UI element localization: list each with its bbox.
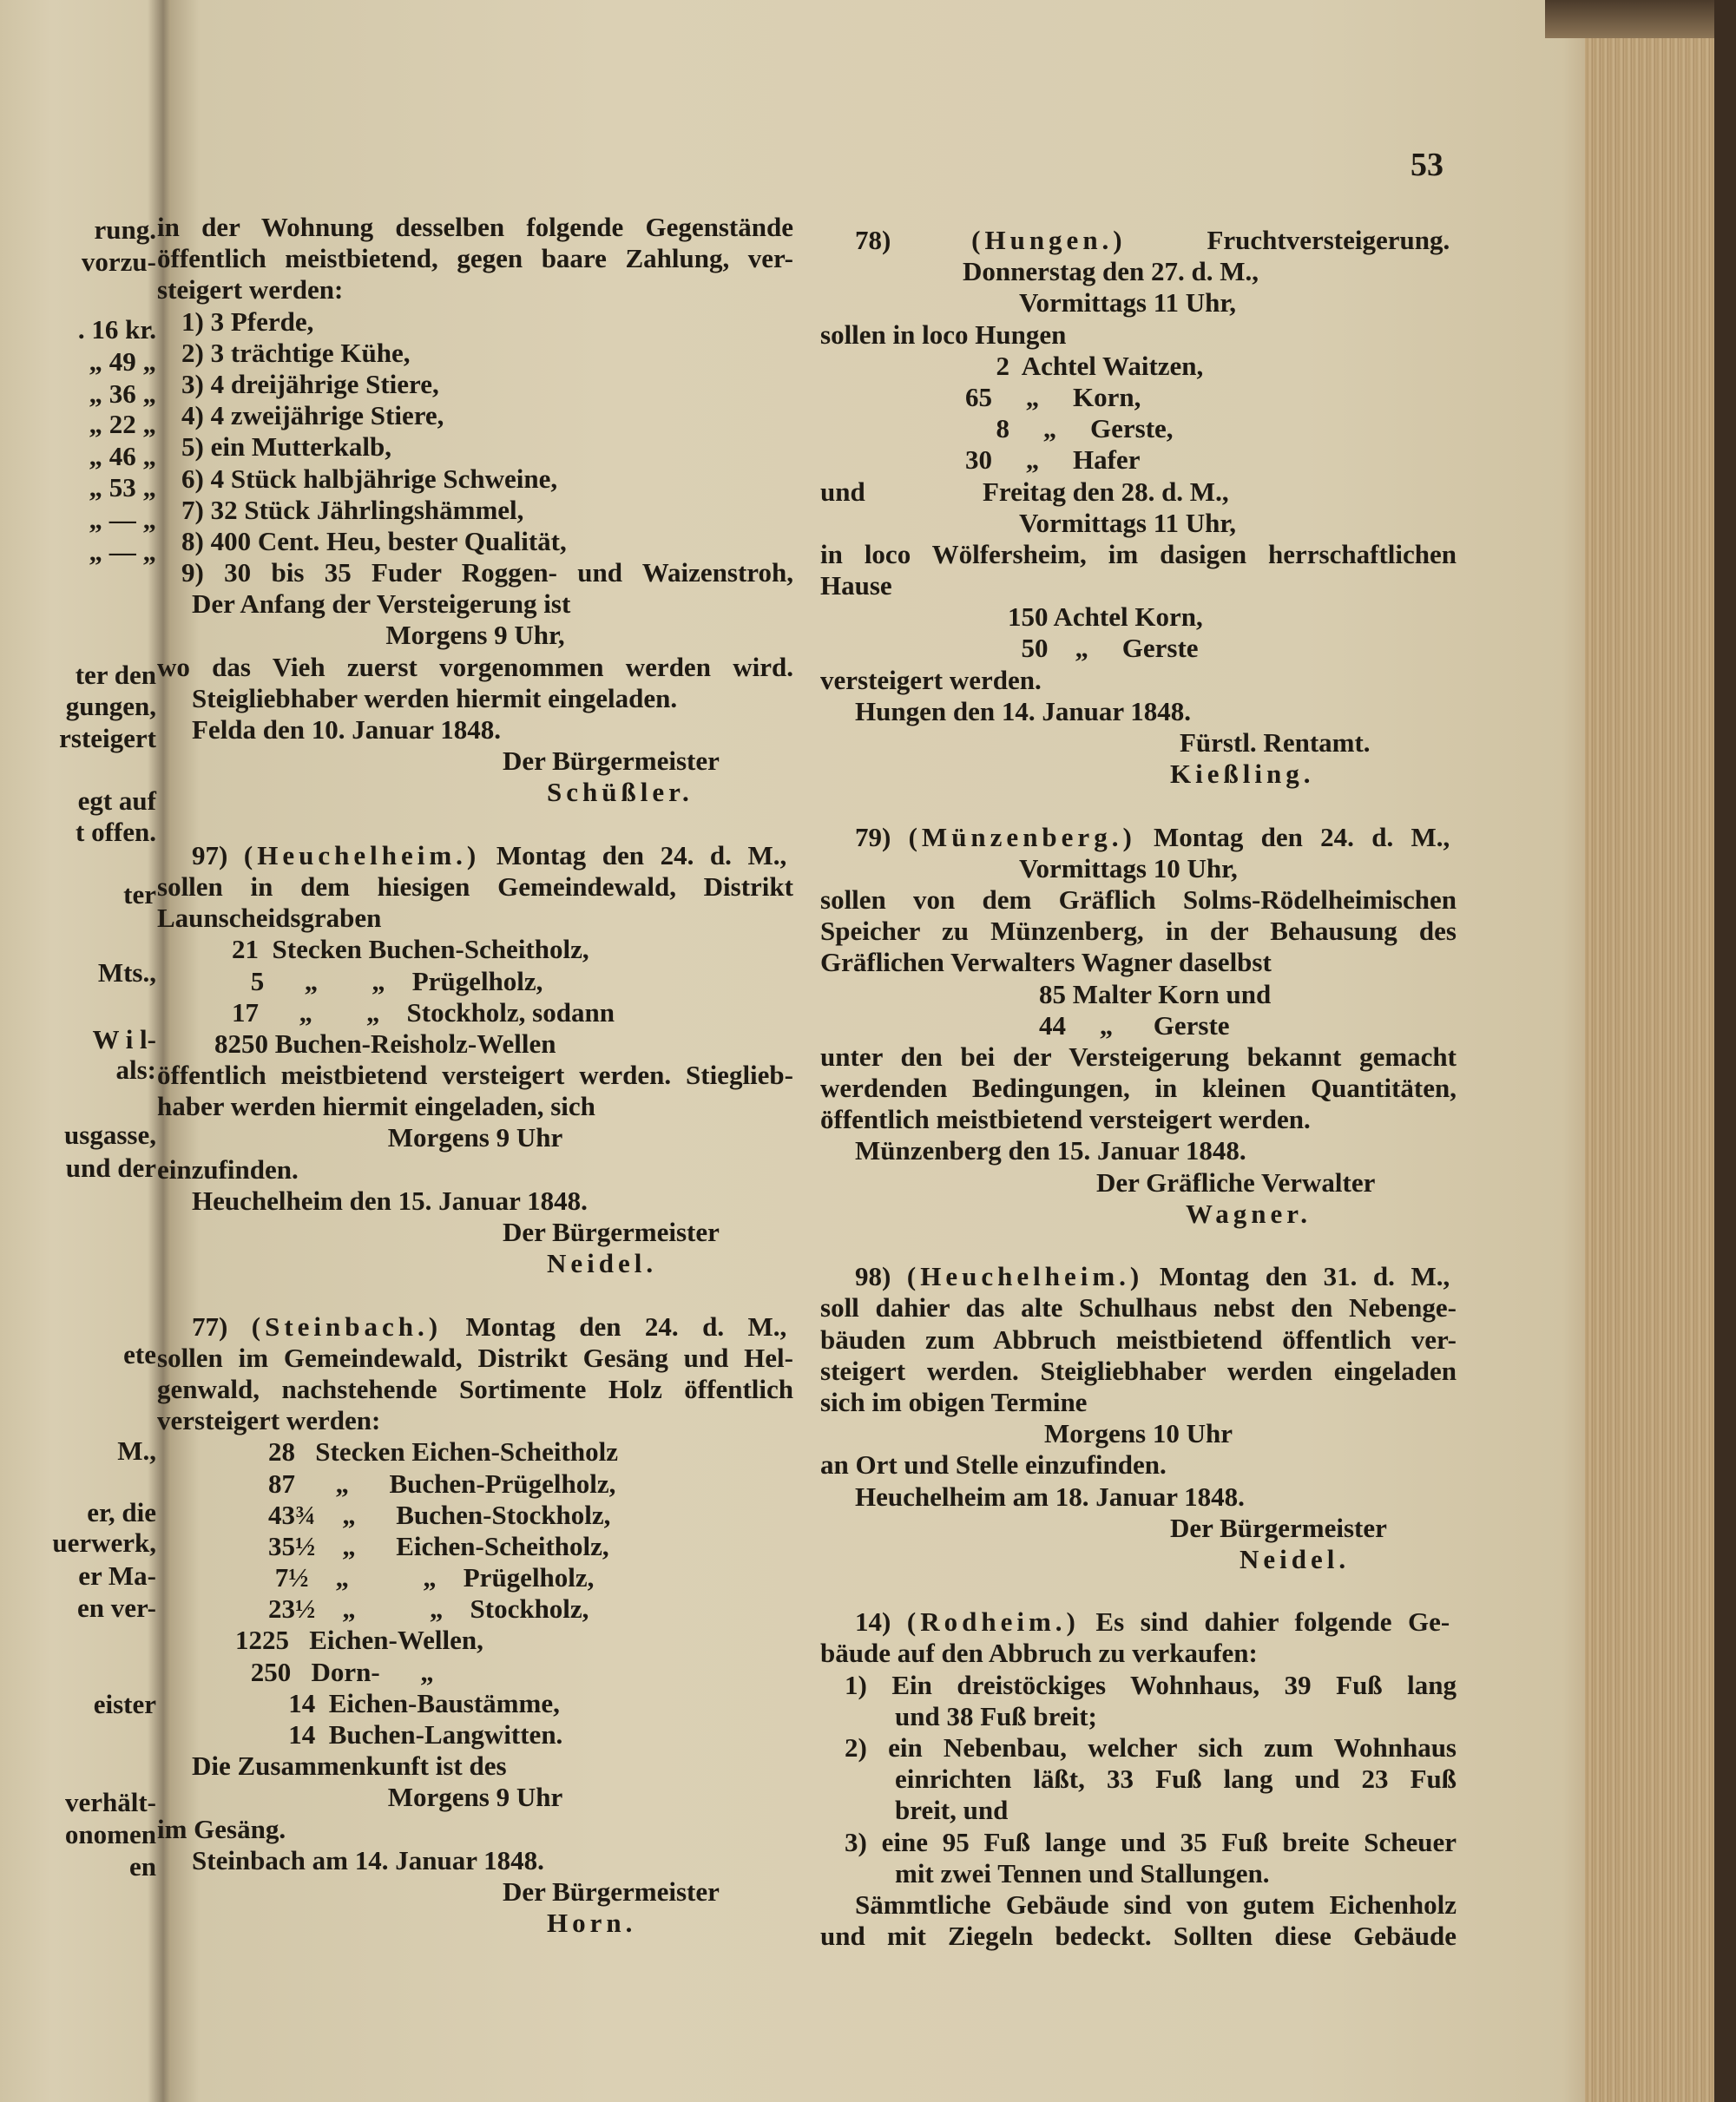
text-line: 23½ „ „ Stockholz,	[268, 1593, 589, 1625]
text-line: Felda den 10. Januar 1848.	[192, 714, 501, 745]
text-line: Sämmtliche Gebäude sind von gutem Eichenholz	[855, 1889, 1457, 1920]
text-line: 8 „ Gerste,	[983, 413, 1174, 444]
fragment-line: rung.	[94, 214, 156, 245]
text-line: 1) Ein dreistöckiges Wohnhaus, 39 Fuß lang	[845, 1669, 1457, 1700]
page-number: 53	[1410, 147, 1443, 183]
entry-heading	[820, 822, 1457, 853]
text-line: bäuden zum Abbruch meistbietend öffentlich ver-	[820, 1324, 1457, 1355]
text-line: mit zwei Tennen und Stallungen.	[895, 1857, 1270, 1889]
entry-number: 98)	[855, 1261, 891, 1292]
text-line: 250 Dorn- „	[244, 1656, 434, 1687]
text-line: 2) 3 trächtige Kühe,	[181, 337, 411, 368]
entry-number: 79)	[855, 821, 891, 852]
fragment-line: uerwerk,	[52, 1527, 156, 1558]
text-line: 85 Malter Korn und	[1039, 978, 1272, 1009]
entry-heading-text: Es sind dahier folgende Ge-	[1095, 1606, 1450, 1638]
fragment-line: ete	[123, 1339, 156, 1370]
text-line: Der Bürgermeister	[503, 1217, 720, 1247]
text-line: Der Bürgermeister	[1170, 1512, 1387, 1543]
text-line: 14 Buchen-Langwitten.	[268, 1719, 563, 1750]
entry-heading	[820, 225, 1457, 256]
text-line: versteigert werden:	[157, 1405, 381, 1436]
notice-block	[157, 212, 793, 809]
text-line: 1) 3 Pferde,	[181, 305, 314, 337]
text-line: sollen in loco Hungen	[820, 319, 1067, 350]
text-line: 5 „ „ Prügelholz,	[244, 965, 543, 996]
text-line: 65 „ Korn,	[965, 381, 1141, 412]
fragment-line: er Ma-	[78, 1560, 156, 1591]
text-line: Steigliebhaber werden hiermit eingeladen.	[192, 682, 678, 713]
entry-heading-text: Montag den 24. d. M.,	[1154, 821, 1450, 852]
text-line: Münzenberg den 15. Januar 1848.	[855, 1135, 1246, 1166]
entry-place: (Hungen.)	[971, 225, 1127, 255]
fragment-line: . 16 kr.	[77, 314, 156, 345]
text-line: 6) 4 Stück halbjährige Schweine,	[181, 463, 558, 494]
text-line: sich im obigen Termine	[820, 1386, 1088, 1417]
entry-heading	[157, 1311, 793, 1343]
text-line: 9) 30 bis 35 Fuder Roggen- und Waizenstroh,	[181, 557, 793, 588]
entry-number: 14)	[855, 1606, 891, 1638]
fragment-line: egt auf	[77, 785, 156, 816]
fragment-line: er, die	[87, 1497, 156, 1527]
text-line: 30 „ Hafer	[965, 444, 1141, 476]
text-line: Freitag den 28. d. M.,	[983, 476, 1229, 507]
text-line: 50 „ Gerste	[1008, 633, 1199, 664]
text-line: Morgens 9 Uhr	[387, 1782, 563, 1813]
text-line: Donnerstag den 27. d. M.,	[963, 256, 1259, 287]
fragment-line: „ 53 „	[89, 472, 156, 503]
entry-heading	[820, 1261, 1457, 1292]
text-line: öffentlich meistbietend, gegen baare Zahlung, ver-	[157, 243, 793, 274]
text-line: Morgens 10 Uhr	[1044, 1418, 1233, 1449]
fragment-line: „ 49 „	[89, 346, 156, 377]
text-line: 2 Achtel Waitzen,	[983, 350, 1204, 381]
text-line: 7) 32 Stück Jährlingshämmel,	[181, 494, 524, 525]
text-line: 3) eine 95 Fuß lange und 35 Fuß breite Scheuer	[845, 1826, 1457, 1857]
text-line: Kießling.	[1170, 759, 1315, 790]
text-line: 43¾ „ Buchen-Stockholz,	[268, 1499, 611, 1530]
fragment-line: „ 36 „	[89, 378, 156, 409]
text-line: 4) 4 zweijährige Stiere,	[181, 400, 444, 431]
text-line: im Gesäng.	[157, 1813, 286, 1844]
text-line: Fürstl. Rentamt.	[1180, 727, 1371, 758]
text-line: unter den bei der Versteigerung bekannt gemacht	[820, 1041, 1457, 1072]
text-line: Vormittags 11 Uhr,	[1019, 287, 1237, 319]
entry-heading	[157, 840, 793, 871]
text-line: Heuchelheim am 18. Januar 1848.	[855, 1481, 1245, 1512]
fragment-line: ter	[123, 879, 156, 910]
text-line: 14 Eichen-Baustämme,	[268, 1687, 560, 1718]
text-line: Der Anfang der Versteigerung ist	[192, 588, 571, 620]
book-cover-shadow	[1545, 0, 1736, 38]
text-line: Wagner.	[1186, 1198, 1312, 1229]
text-line: sollen im Gemeindewald, Distrikt Gesäng und Hel-	[157, 1342, 793, 1373]
text-line: genwald, nachstehende Sortimente Holz öffentlich	[157, 1373, 793, 1404]
fragment-line: onomen	[64, 1819, 156, 1849]
text-line: Hause	[820, 570, 892, 601]
text-line: 1225 Eichen-Wellen,	[235, 1625, 483, 1656]
text-line: 17 „ „ Stockholz, sodann	[232, 996, 615, 1028]
text-line: versteigert werden.	[820, 664, 1042, 695]
text-line: Speicher zu Münzenberg, in der Behausung des	[820, 916, 1457, 947]
text-line: an Ort und Stelle einzufinden.	[820, 1449, 1167, 1481]
text-line: und 38 Fuß breit;	[895, 1700, 1097, 1731]
text-line: Hungen den 14. Januar 1848.	[855, 695, 1192, 726]
text-line: Morgens 9 Uhr,	[385, 620, 565, 651]
text-line: 2) ein Nebenbau, welcher sich zum Wohnhaus	[845, 1732, 1457, 1763]
text-line: einrichten läßt, 33 Fuß lang und 23 Fuß	[895, 1764, 1457, 1795]
text-line: öffentlich meistbietend versteigert werden. Stieglieb-	[157, 1060, 793, 1091]
right-column	[820, 225, 1457, 1984]
entry-place: (Steinbach.)	[251, 1310, 443, 1342]
fragment-line: M.,	[117, 1435, 156, 1466]
text-line: 3) 4 dreijährige Stiere,	[181, 368, 439, 399]
notice-block	[157, 840, 793, 1280]
text-line: 150 Achtel Korn,	[1008, 601, 1203, 633]
entry-place: (Münzenberg.)	[908, 821, 1136, 852]
text-line: Der Bürgermeister	[503, 746, 720, 777]
fragment-line: eister	[93, 1689, 156, 1719]
text-line: Die Zusammenkunft ist des	[192, 1751, 507, 1782]
text-line: soll dahier das alte Schulhaus nebst den Nebenge-	[820, 1292, 1457, 1324]
entry-heading-text: Fruchtversteigerung.	[1207, 225, 1450, 255]
text-line: Neidel.	[1240, 1543, 1351, 1574]
entry-number: 78)	[855, 225, 891, 255]
fragment-line: en	[129, 1851, 156, 1882]
entry-heading-text: Montag den 24. d. M.,	[496, 839, 787, 870]
text-line: Horn.	[547, 1908, 637, 1939]
text-line: 87 „ Buchen-Prügelholz,	[268, 1468, 616, 1499]
text-line: sollen von dem Gräflich Solms-Rödelheimischen	[820, 883, 1457, 915]
text-line: steigert werden:	[157, 274, 344, 305]
fragment-line: Mts.,	[97, 957, 156, 988]
page-edges	[1585, 35, 1736, 2102]
fragment-line: vorzu-	[81, 246, 156, 277]
text-line: öffentlich meistbietend versteigert werden.	[820, 1104, 1311, 1135]
notice-block	[820, 822, 1457, 1230]
text-line: steigert werden. Steigliebhaber werden eingeladen	[820, 1355, 1457, 1386]
text-line: Vormittags 11 Uhr,	[1019, 507, 1237, 538]
fragment-line: gungen,	[65, 691, 156, 721]
text-line: Schüßler.	[547, 777, 694, 808]
text-line: 28 Stecken Eichen-Scheitholz	[268, 1436, 618, 1468]
fragment-line: verhält-	[64, 1787, 156, 1817]
text-line: sollen in dem hiesigen Gemeindewald, Distrikt	[157, 870, 793, 902]
text-line: Gräflichen Verwalters Wagner daselbst	[820, 947, 1272, 978]
text-line: wo das Vieh zuerst vorgenommen werden wird.	[157, 651, 793, 682]
fragment-line: „ — „	[89, 536, 156, 567]
fragment-line: als:	[115, 1054, 156, 1085]
fragment-line: „ — „	[89, 504, 156, 535]
text-line: Steinbach am 14. Januar 1848.	[192, 1844, 544, 1875]
text-line: werdenden Bedingungen, in kleinen Quantitäten,	[820, 1073, 1457, 1104]
text-line: Neidel.	[547, 1248, 658, 1279]
text-line: 35½ „ Eichen-Scheitholz,	[268, 1530, 609, 1561]
entry-number: 77)	[192, 1310, 228, 1342]
text-line: Heuchelheim den 15. Januar 1848.	[192, 1185, 588, 1216]
entry-number: 97)	[192, 839, 228, 870]
notice-block	[157, 1311, 793, 1940]
notice-block	[820, 1606, 1457, 1952]
fragment-line: en ver-	[77, 1593, 156, 1623]
text-line: in loco Wölfersheim, im dasigen herrschaftlichen	[820, 538, 1457, 569]
text-line: 8) 400 Cent. Heu, bester Qualität,	[181, 525, 567, 556]
text-line: in der Wohnung desselben folgende Gegenstände	[157, 212, 793, 242]
text-line: Launscheidsgraben	[157, 903, 382, 934]
text-line: breit, und	[895, 1795, 1009, 1826]
entry-heading	[820, 1606, 1457, 1638]
notice-block: 78) (Hungen.) Fruchtversteigerung. Donnerstag den 27. d. M., Vormittags 11 Uhr, sollen in loco Hungen 2 Achtel Waitzen, 65 „ Korn, 8 „ Gerste, 30 „ Hafer und Freitag den 28. d. M., Vormittags 11 Uhr, in loco Wölfersheim, im dasigen herrschaftlichen Hause 150 Achtel Korn, 50 „ Gerste versteigert werden. Hungen den 14. Januar 1848. Fürstl. Rentamt. Kießling.	[820, 225, 1457, 790]
left-column	[157, 212, 793, 1971]
text-line: bäude auf den Abbruch zu verkaufen:	[820, 1638, 1258, 1669]
text-line: Der Gräfliche Verwalter	[1096, 1166, 1376, 1198]
fragment-line: „ 46 „	[89, 441, 156, 471]
fragment-line: t offen.	[76, 817, 156, 847]
text-line: haber werden hiermit eingeladen, sich	[157, 1091, 595, 1122]
entry-place: (Rodheim.)	[906, 1606, 1080, 1638]
text-line: Morgens 9 Uhr	[387, 1122, 563, 1153]
text-line: 44 „ Gerste	[1039, 1009, 1230, 1041]
notice-block	[820, 1261, 1457, 1575]
text-line: 21 Stecken Buchen-Scheitholz,	[232, 934, 589, 965]
text-line: und mit Ziegeln bedeckt. Sollten diese Gebäude	[820, 1921, 1457, 1952]
fragment-line: und der	[65, 1153, 156, 1183]
fragment-line: W i l-	[92, 1024, 156, 1054]
book-cover-edge	[1714, 0, 1736, 2102]
text-line: 7½ „ „ Prügelholz,	[268, 1562, 595, 1593]
text-line: 8250 Buchen-Reisholz-Wellen	[214, 1028, 556, 1059]
entry-heading-text: Montag den 24. d. M.,	[465, 1310, 787, 1342]
entry-place: (Heuchelheim.)	[906, 1261, 1144, 1292]
fragment-line: ter den	[75, 660, 156, 690]
text-line: einzufinden.	[157, 1153, 299, 1185]
fragment-line: rsteigert	[59, 723, 156, 753]
text-line: Der Bürgermeister	[503, 1875, 720, 1907]
entry-place: (Heuchelheim.)	[243, 839, 481, 870]
entry-heading-text: Montag den 31. d. M.,	[1159, 1261, 1450, 1292]
text-line: 5) ein Mutterkalb,	[181, 431, 391, 463]
fragment-line: „ 22 „	[89, 409, 156, 439]
fragment-line: usgasse,	[64, 1120, 156, 1150]
text-line: Vormittags 10 Uhr,	[1019, 852, 1238, 883]
